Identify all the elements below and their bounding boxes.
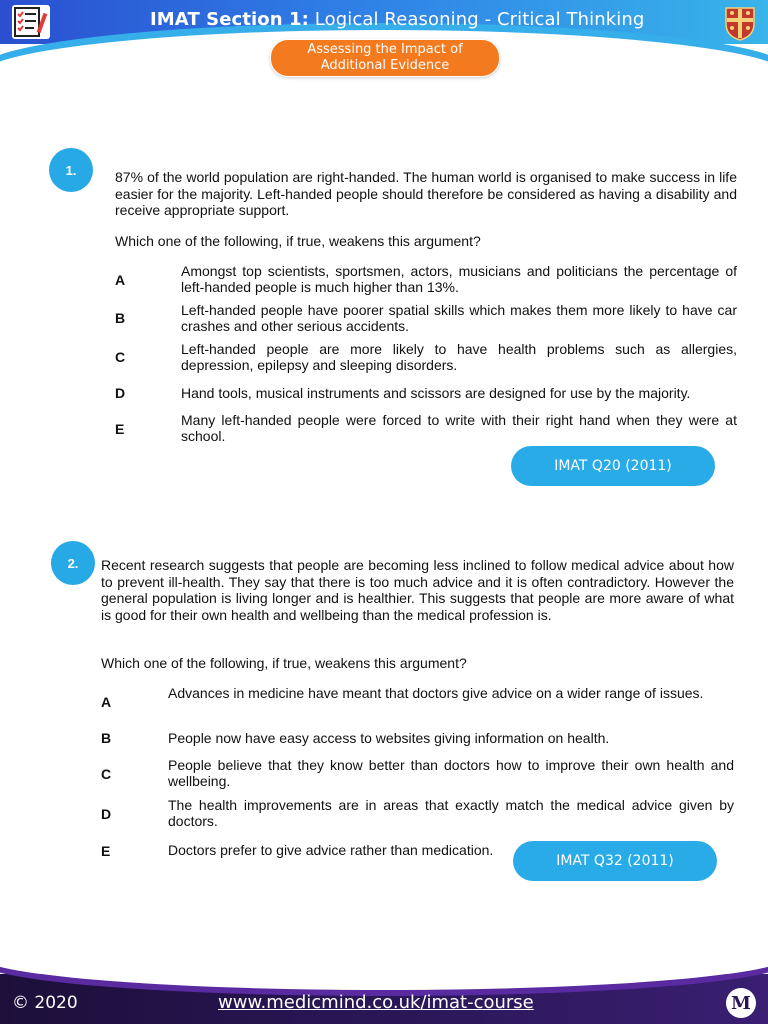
option-letter-b: B <box>101 730 112 746</box>
topic-badge <box>270 39 500 77</box>
page-title <box>150 9 644 30</box>
title-topic: Logical Reasoning - Critical Thinking <box>308 9 645 30</box>
option-letter-d: D <box>101 806 112 822</box>
option-letter-b: B <box>115 310 126 326</box>
option-letter-e: E <box>115 421 125 437</box>
question-number-badge: 2. <box>51 541 95 585</box>
option-letter-c: C <box>115 349 126 365</box>
option-text-a[interactable]: Advances in medicine have meant that doctors give advice on a wider range of issues. <box>168 685 704 701</box>
question-prompt: Which one of the following, if true, weakens this argument? <box>101 655 467 671</box>
question-reference-button[interactable]: IMAT Q20 (2011) <box>511 446 715 486</box>
option-letter-a: A <box>115 272 126 288</box>
topic-line-2: Additional Evidence <box>320 58 450 73</box>
question-number-badge: 1. <box>49 148 93 192</box>
option-letter-a: A <box>101 694 112 710</box>
option-text-b[interactable]: Left-handed people have poorer spatial skills which makes them more likely to have car crashes and other serious accidents. <box>181 302 737 334</box>
checklist-icon <box>12 5 50 39</box>
title-section: IMAT Section 1: <box>150 9 309 30</box>
option-letter-e: E <box>101 843 111 859</box>
topic-line-1: Assessing the Impact of <box>307 42 463 57</box>
option-text-c[interactable]: People believe that they know better than doctors how to improve their own health and wellbeing. <box>168 757 734 789</box>
question-reference-button[interactable]: IMAT Q32 (2011) <box>513 841 717 881</box>
option-text-a[interactable]: Amongst top scientists, sportsmen, actors, musicians and politicians the percentage of left-handed people is much higher than 13%. <box>181 263 737 295</box>
question-stem: Recent research suggests that people are becoming less inclined to follow medical advice about how to prevent ill-health. They say that there is too much advice and it is often contradictory. However the general population is living longer and is healthier. This suggests that people are more aware of what is good for their own health and wellbeing than the medical profession is. <box>101 557 734 623</box>
copyright-text: © 2020 <box>12 993 78 1013</box>
question-prompt: Which one of the following, if true, weakens this argument? <box>115 233 481 249</box>
option-text-b[interactable]: People now have easy access to websites giving information on health. <box>168 730 610 746</box>
option-letter-c: C <box>101 766 112 782</box>
option-text-c[interactable]: Left-handed people are more likely to have health problems such as allergies, depression, epilepsy and sleeping disorders. <box>181 341 737 373</box>
medicmind-logo: M <box>726 988 756 1018</box>
option-text-d[interactable]: Hand tools, musical instruments and scissors are designed for use by the majority. <box>181 385 691 401</box>
option-letter-d: D <box>115 385 126 401</box>
course-link[interactable]: www.medicmind.co.uk/imat-course <box>218 992 534 1013</box>
option-text-d[interactable]: The health improvements are in areas that exactly match the medical advice given by doctors. <box>168 797 734 829</box>
question-stem: 87% of the world population are right-handed. The human world is organised to make success in life easier for the majority. Left-handed people should therefore be considered as having a disability and receive appropriate support. <box>115 169 737 218</box>
option-text-e[interactable]: Doctors prefer to give advice rather than medication. <box>168 842 494 858</box>
option-text-e[interactable]: Many left-handed people were forced to write with their right hand when they were at school. <box>181 412 737 444</box>
university-crest-icon <box>724 6 756 42</box>
